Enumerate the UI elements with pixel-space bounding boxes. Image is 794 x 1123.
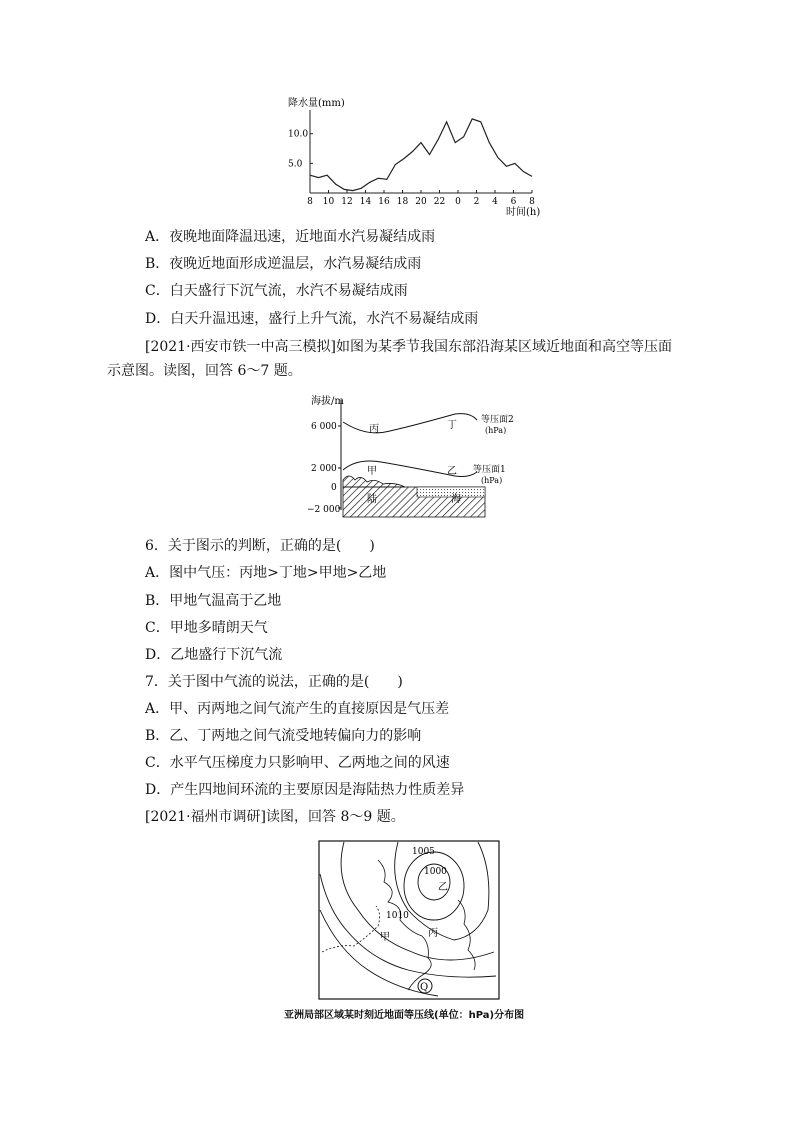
q7-option-b: B．乙、丁两地之间气流受地转偏向力的影响: [145, 728, 422, 744]
x-tick-label: 0: [455, 197, 461, 207]
x-tick-label: 2: [473, 197, 480, 207]
y-axis-label: 降水量(mm): [288, 98, 345, 109]
x-tick-label: 12: [341, 197, 353, 207]
precipitation-line: [310, 119, 532, 191]
surface1-label: 等压面1: [473, 465, 506, 475]
q7-stem: 7．关于图中气流的说法，正确的是( ): [145, 674, 403, 690]
land-surface: [343, 476, 405, 487]
x-tick-label: 10: [322, 197, 335, 207]
place-bing: 丙: [428, 928, 438, 939]
tick-6000: 6 000: [311, 422, 337, 432]
x-tick-label: 4: [492, 197, 498, 207]
place-q: Q: [420, 982, 429, 993]
y-tick-label: 10.0: [288, 129, 309, 140]
q5-option-d: D．白天升温迅速，盛行上升气流，水汽不易凝结成雨: [145, 311, 479, 327]
isobar-label-1010: 1010: [386, 911, 409, 921]
q7-option-d: D．产生四地间环流的主要原因是海陆热力性质差异: [145, 782, 465, 798]
x-axis-label: 时间(h): [506, 207, 540, 218]
q6-option-a: A．图中气压：丙地>丁地>甲地>乙地: [145, 565, 387, 581]
q6-option-b: B．甲地气温高于乙地: [145, 593, 282, 609]
q5-option-c: C．白天盛行下沉气流，水汽不易凝结成雨: [145, 283, 408, 299]
isobaric-surface-diagram: [305, 392, 520, 524]
q6-option-c: C．甲地多晴朗天气: [145, 620, 268, 636]
x-tick-label: 8: [307, 197, 313, 207]
tick-neg2000: −2 000: [307, 505, 341, 515]
isobar-label-1005: 1005: [412, 847, 435, 857]
q6-option-d: D．乙地盛行下沉气流: [145, 647, 283, 663]
isobar-map: [318, 840, 500, 1000]
surface2-unit: (hPa): [485, 426, 507, 435]
place-jia: 甲: [380, 932, 390, 943]
sea-label: 海: [451, 494, 461, 505]
tick-2000: 2 000: [311, 464, 337, 474]
x-tick-label: 18: [396, 197, 409, 207]
point-ding: 丁: [447, 420, 457, 431]
tick-0: 0: [331, 483, 337, 493]
intro-6-7-line1: [2021·西安市铁一中高三模拟]如图为某季节我国东部沿海某区域近地面和高空等压面: [145, 339, 673, 355]
map-frame: [319, 841, 499, 999]
x-tick-label: 20: [415, 197, 427, 207]
surface1-unit: (hPa): [481, 476, 503, 485]
q5-option-b: B．夜晚近地面形成逆温层，水汽易凝结成雨: [145, 256, 422, 272]
point-bing: 丙: [369, 424, 379, 435]
x-tick-label: 8: [529, 197, 535, 207]
place-yi: 乙: [438, 882, 448, 893]
isobar-label-1000: 1000: [424, 867, 447, 877]
q5-option-a: A．夜晚地面降温迅速，近地面水汽易凝结成雨: [145, 229, 436, 245]
point-yi: 乙: [447, 466, 457, 477]
intro-6-7-line2: 示意图。读图，回答 6～7 题。: [107, 363, 302, 379]
x-tick-label: 6: [510, 197, 517, 207]
q7-option-c: C．水平气压梯度力只影响甲、乙两地之间的风速: [145, 755, 450, 771]
x-tick-label: 16: [378, 197, 390, 207]
altitude-axis-label: 海拔/m: [311, 396, 344, 407]
x-tick-label: 14: [359, 197, 372, 207]
intro-8-9: [2021·福州市调研]读图，回答 8～9 题。: [145, 809, 405, 825]
land-label: 陆: [367, 494, 377, 505]
x-tick-label: 22: [433, 197, 446, 207]
q6-stem: 6．关于图示的判断，正确的是( ): [145, 538, 375, 554]
surface2-label: 等压面2: [481, 415, 514, 425]
map-caption: 亚洲局部区域某时刻近地面等压线(单位：hPa)分布图: [284, 1010, 525, 1021]
q7-option-a: A．甲、丙两地之间气流产生的直接原因是气压差: [145, 701, 450, 717]
y-tick-label: 5.0: [288, 159, 303, 170]
precipitation-chart: [280, 92, 540, 218]
point-jia: 甲: [367, 466, 377, 477]
